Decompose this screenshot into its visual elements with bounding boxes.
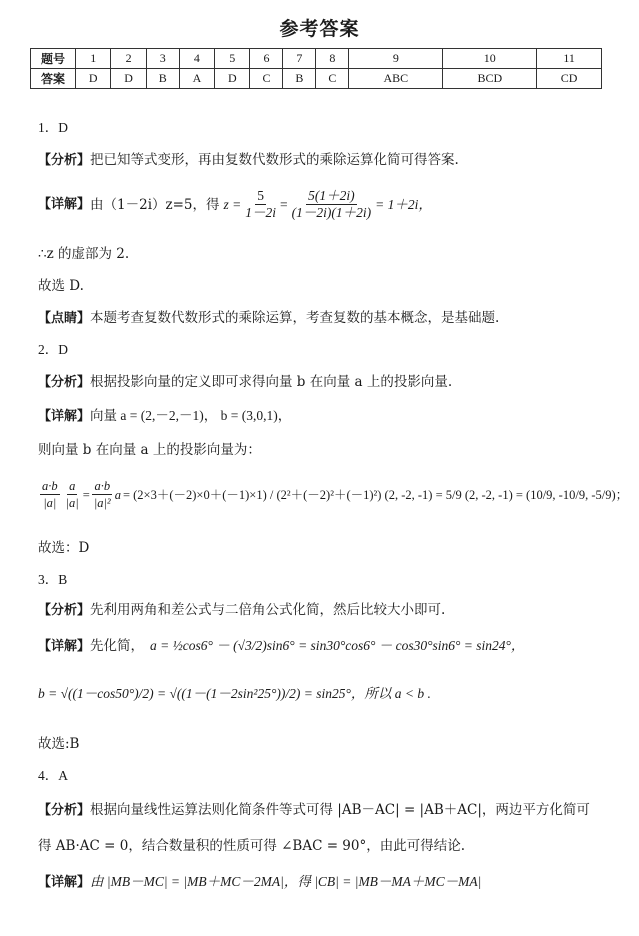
q2-choice: 故选：D bbox=[38, 540, 90, 556]
answer-table-answer-row bbox=[31, 69, 602, 89]
detail-tag: 【详解】 bbox=[38, 639, 91, 654]
q2-analysis bbox=[38, 372, 452, 393]
q4-analysis bbox=[38, 800, 590, 821]
q4-heading: 4．A bbox=[38, 768, 68, 783]
table-number-cell: 8 bbox=[316, 49, 349, 69]
analysis-tag: 【分析】 bbox=[38, 603, 91, 618]
q1-comment-text: 本题考查复数代数形式的乘除运算，考查复数的基本概念，是基础题. bbox=[90, 310, 500, 326]
table-answer-cell: C bbox=[250, 69, 283, 89]
table-number-cell: 6 bbox=[250, 49, 283, 69]
table-answer-cell: A bbox=[179, 69, 214, 89]
table-answer-cell: B bbox=[146, 69, 179, 89]
table-number-cell: 10 bbox=[443, 49, 537, 69]
analysis-tag: 【分析】 bbox=[38, 803, 91, 818]
q2-projection-fraction-2: $\frac{a\cdot b}{\text{|a|²}}$ bbox=[93, 479, 111, 510]
q4-analysis-text: 根据向量线性运算法则化简条件等式可得 |AB－AC| = |AB＋AC|，两边平方化简可 bbox=[90, 802, 590, 818]
q2-detail-text: 向量 a = (2,－2,－1)， b = (3,0,1)， bbox=[90, 408, 292, 423]
fraction-numerator: 5 bbox=[257, 188, 265, 203]
q3-choice: 故选:B bbox=[38, 736, 80, 752]
q3-detail-text: 先化简， bbox=[90, 638, 145, 654]
table-answer-cell: C bbox=[316, 69, 349, 89]
q2-detail bbox=[38, 406, 291, 427]
q2-line2: 则向量 b 在向量 a 上的投影向量为： bbox=[38, 442, 261, 458]
q1-analysis bbox=[38, 150, 459, 171]
table-number-cell: 5 bbox=[215, 49, 250, 69]
q2-analysis-text: 根据投影向量的定义即可求得向量 b 在向量 a 上的投影向量. bbox=[90, 374, 453, 390]
q3-detail bbox=[38, 636, 524, 657]
answer-table-number-row bbox=[31, 49, 602, 69]
table-number-cell: 4 bbox=[179, 49, 214, 69]
detail-tag: 【详解】 bbox=[38, 196, 91, 212]
q2-projection-fraction: $\frac{a\cdot b}{|a|}$ bbox=[42, 479, 58, 510]
fraction-denominator: 1－2i bbox=[245, 205, 277, 220]
q1-detail-text: 由（1－2i）z=5，得 bbox=[90, 196, 220, 213]
q1-choice: 故选 D. bbox=[38, 278, 84, 294]
table-answer-cell: B bbox=[283, 69, 316, 89]
table-answer-cell: ABC bbox=[349, 69, 443, 89]
q1-result: = 1＋2i， bbox=[375, 196, 432, 212]
table-number-cell: 2 bbox=[111, 49, 146, 69]
q4-analysis-cont: 得 AB·AC = 0，结合数量积的性质可得 ∠BAC = 90°，由此可得结论. bbox=[38, 838, 466, 854]
table-header-label: 题号 bbox=[31, 49, 76, 69]
q4-detail-text: 由 |MB－MC| = |MB＋MC－2MA|，得 |CB| = |MB－MA＋MC－MA| bbox=[90, 874, 482, 889]
q3-analysis bbox=[38, 600, 445, 621]
q2-formula: $\frac{a\cdot b}{|a|}$ $\frac{a}{|a|}$ = $\frac{a\cdot b}{\text{|a|²}}$ a = (2×3＋(－2)×0＋(－1)×1) / (2²＋(－2)²＋(－1)²) (2, -2, -1) = 5/9 (2, -2, -1) = (10/9, -10/9, -5/9)； bbox=[42, 479, 629, 510]
q1-detail: 【详解】 由（1－2i）z=5，得 z = $\frac{5}{1-2i}$ = $\frac{5(1+2i)}{(1-2i)(1+2i)}$ = 1＋2i， bbox=[38, 188, 432, 220]
fraction-numerator: 5(1＋2i) bbox=[308, 188, 355, 203]
q1-z-eq: z = bbox=[223, 196, 242, 212]
answer-table bbox=[30, 48, 602, 89]
table-number-cell: 7 bbox=[283, 49, 316, 69]
q2-unit-fraction: $\frac{a}{|a|}$ bbox=[65, 479, 79, 510]
table-answer-cell: D bbox=[111, 69, 146, 89]
q4-detail bbox=[38, 872, 481, 893]
table-answer-cell: BCD bbox=[443, 69, 537, 89]
q3-analysis-text: 先利用两角和差公式与二倍角公式化简，然后比较大小即可. bbox=[90, 602, 446, 618]
table-answer-cell: D bbox=[76, 69, 111, 89]
q1-comment bbox=[38, 308, 499, 329]
q1-heading: 1．D bbox=[38, 120, 68, 135]
fraction-denominator: (1－2i)(1＋2i) bbox=[291, 205, 372, 220]
q2-heading: 2．D bbox=[38, 342, 68, 357]
analysis-tag: 【分析】 bbox=[38, 375, 91, 390]
q3-a-expression: a = ½cos6° － (√3/2)sin6° = sin30°cos6° － cos30°sin6° = sin24°， bbox=[150, 638, 525, 653]
table-number-cell: 1 bbox=[76, 49, 111, 69]
table-answer-cell: D bbox=[215, 69, 250, 89]
table-number-cell: 9 bbox=[349, 49, 443, 69]
q3-heading: 3．B bbox=[38, 572, 68, 587]
q1-conclusion: ∴z 的虚部为 2. bbox=[38, 246, 130, 262]
q1-fraction-1 bbox=[243, 188, 278, 221]
table-answer-cell: CD bbox=[537, 69, 602, 89]
comment-tag: 【点睛】 bbox=[38, 311, 91, 326]
q1-analysis-text: 把已知等式变形，再由复数代数形式的乘除运算化简可得答案. bbox=[90, 152, 459, 168]
page-title: 参考答案 bbox=[279, 18, 360, 40]
table-answer-label: 答案 bbox=[31, 69, 76, 89]
q3-b-expression: b = √((1－cos50°)/2) = √((1－(1－2sin²25°))/2) = sin25°，所以 a < b . bbox=[38, 686, 431, 701]
detail-tag: 【详解】 bbox=[38, 409, 91, 424]
q1-fraction-2 bbox=[290, 188, 373, 221]
detail-tag: 【详解】 bbox=[38, 875, 91, 890]
table-number-cell: 11 bbox=[537, 49, 602, 69]
table-number-cell: 3 bbox=[146, 49, 179, 69]
q2-formula-text: = (2×3＋(－2)×0＋(－1)×1) / (2²＋(－2)²＋(－1)²) (2, -2, -1) = 5/9 (2, -2, -1) = (10/9, -10/9, -5/9)； bbox=[122, 487, 629, 502]
analysis-tag: 【分析】 bbox=[38, 153, 91, 168]
